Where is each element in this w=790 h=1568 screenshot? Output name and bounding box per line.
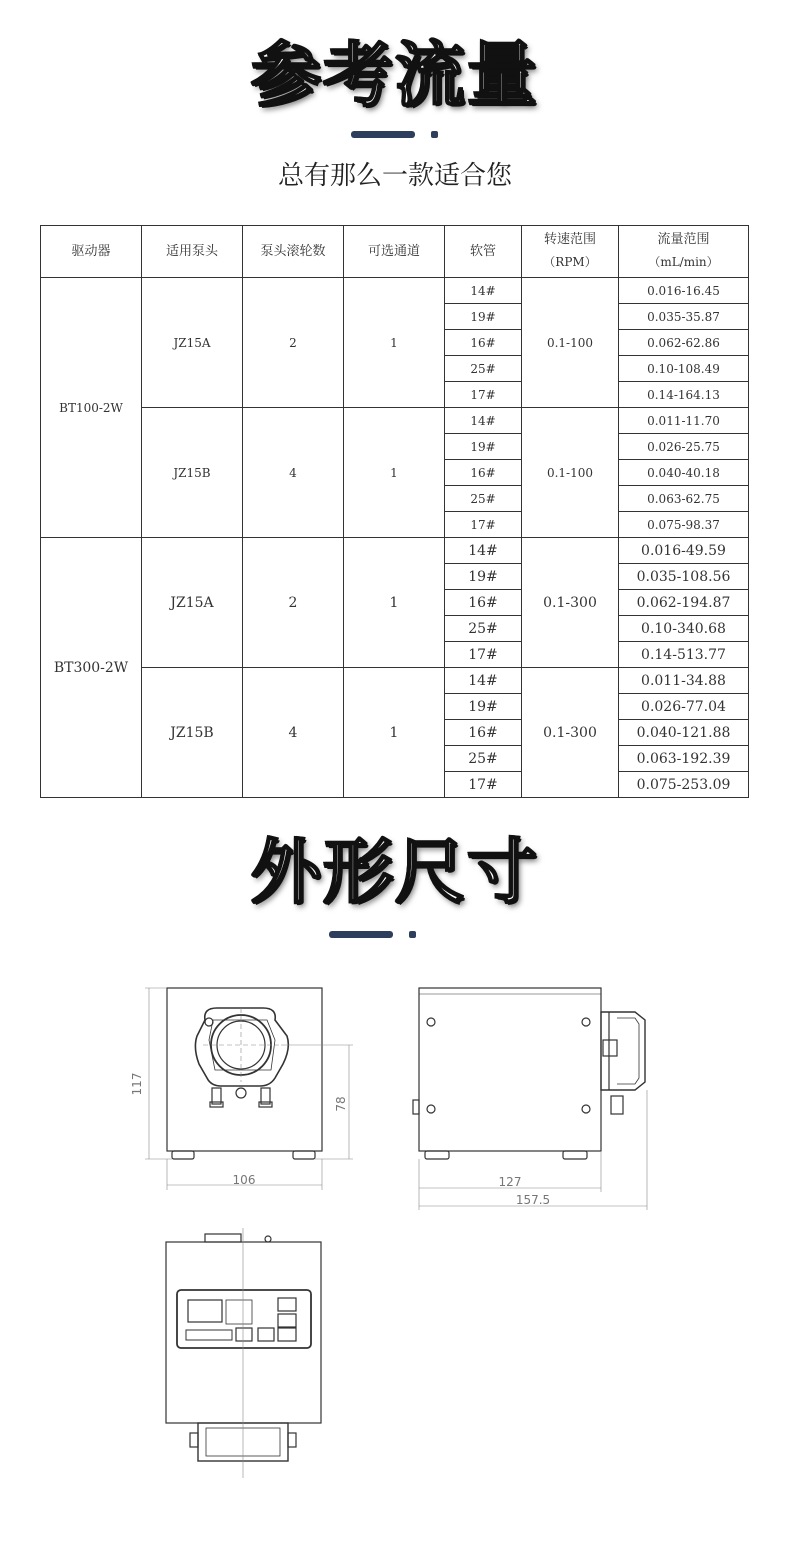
top-view-drawing	[150, 1228, 340, 1478]
cell-channels: 1	[344, 538, 445, 668]
flow-table	[40, 225, 749, 798]
cell-flow: 0.011-11.70	[619, 408, 749, 434]
header-pump-head: 适用泵头	[142, 226, 243, 278]
cell-tube: 17#	[445, 382, 522, 408]
front-view-drawing	[125, 978, 365, 1200]
cell-flow: 0.016-49.59	[619, 538, 749, 564]
cell-rollers: 2	[243, 538, 344, 668]
cell-flow: 0.063-62.75	[619, 486, 749, 512]
cell-flow: 0.040-40.18	[619, 460, 749, 486]
table-row	[41, 408, 749, 434]
cell-tube: 17#	[445, 642, 522, 668]
cell-flow: 0.011-34.88	[619, 668, 749, 694]
cell-tube: 19#	[445, 694, 522, 720]
cell-flow: 0.14-513.77	[619, 642, 749, 668]
cell-flow: 0.10-108.49	[619, 356, 749, 382]
cell-tube: 14#	[445, 668, 522, 694]
cell-tube: 14#	[445, 538, 522, 564]
cell-rollers: 4	[243, 408, 344, 538]
cell-channels: 1	[344, 408, 445, 538]
cell-flow: 0.075-98.37	[619, 512, 749, 538]
cell-flow: 0.062-194.87	[619, 590, 749, 616]
cell-driver: BT100-2W	[41, 278, 142, 538]
cell-flow: 0.035-108.56	[619, 564, 749, 590]
header-channels: 可选通道	[344, 226, 445, 278]
section-title-dimensions: 外形尺寸	[251, 831, 539, 913]
header-speed-range: 转速范围 （RPM）	[522, 226, 619, 278]
cell-tube: 19#	[445, 434, 522, 460]
cell-tube: 16#	[445, 590, 522, 616]
cell-flow: 0.026-77.04	[619, 694, 749, 720]
cell-pump-head: JZ15B	[142, 668, 243, 798]
cell-pump-head: JZ15A	[142, 278, 243, 408]
cell-flow: 0.14-164.13	[619, 382, 749, 408]
table-row	[41, 278, 749, 304]
cell-flow: 0.026-25.75	[619, 434, 749, 460]
cell-speed: 0.1-300	[522, 538, 619, 668]
dim-pump-height: 78	[334, 1096, 348, 1112]
cell-channels: 1	[344, 278, 445, 408]
cell-flow: 0.040-121.88	[619, 720, 749, 746]
header-flow-range: 流量范围 （mL/min）	[619, 226, 749, 278]
dim-side-body: 127	[498, 1175, 522, 1189]
header-rollers: 泵头滚轮数	[243, 226, 344, 278]
section-title-flow: 参考流量	[251, 34, 539, 116]
dim-front-height: 117	[130, 1072, 144, 1096]
cell-tube: 16#	[445, 330, 522, 356]
cell-rollers: 4	[243, 668, 344, 798]
cell-tube: 17#	[445, 512, 522, 538]
cell-flow: 0.016-16.45	[619, 278, 749, 304]
section-subtitle: 总有那么一款适合您	[277, 161, 512, 191]
cell-tube: 14#	[445, 278, 522, 304]
cell-flow: 0.063-192.39	[619, 746, 749, 772]
cell-tube: 19#	[445, 564, 522, 590]
dim-side-total: 157.5	[515, 1193, 551, 1207]
cell-tube: 16#	[445, 460, 522, 486]
cell-tube: 25#	[445, 356, 522, 382]
cell-tube: 14#	[445, 408, 522, 434]
table-header-row	[41, 226, 749, 278]
title-decoration	[329, 931, 417, 939]
cell-speed: 0.1-300	[522, 668, 619, 798]
header-tube: 软管	[445, 226, 522, 278]
cell-rollers: 2	[243, 278, 344, 408]
header-driver: 驱动器	[41, 226, 142, 278]
title-decoration	[351, 131, 439, 139]
cell-pump-head: JZ15B	[142, 408, 243, 538]
cell-pump-head: JZ15A	[142, 538, 243, 668]
table-row	[41, 538, 749, 564]
cell-tube: 19#	[445, 304, 522, 330]
cell-tube: 16#	[445, 720, 522, 746]
cell-speed: 0.1-100	[522, 278, 619, 408]
cell-tube: 25#	[445, 486, 522, 512]
side-view-drawing	[405, 978, 655, 1210]
table-row	[41, 668, 749, 694]
dim-front-width: 106	[232, 1173, 256, 1187]
cell-tube: 17#	[445, 772, 522, 798]
cell-channels: 1	[344, 668, 445, 798]
cell-flow: 0.062-62.86	[619, 330, 749, 356]
cell-flow: 0.10-340.68	[619, 616, 749, 642]
cell-speed: 0.1-100	[522, 408, 619, 538]
cell-tube: 25#	[445, 616, 522, 642]
cell-driver: BT300-2W	[41, 538, 142, 798]
cell-tube: 25#	[445, 746, 522, 772]
cell-flow: 0.035-35.87	[619, 304, 749, 330]
cell-flow: 0.075-253.09	[619, 772, 749, 798]
